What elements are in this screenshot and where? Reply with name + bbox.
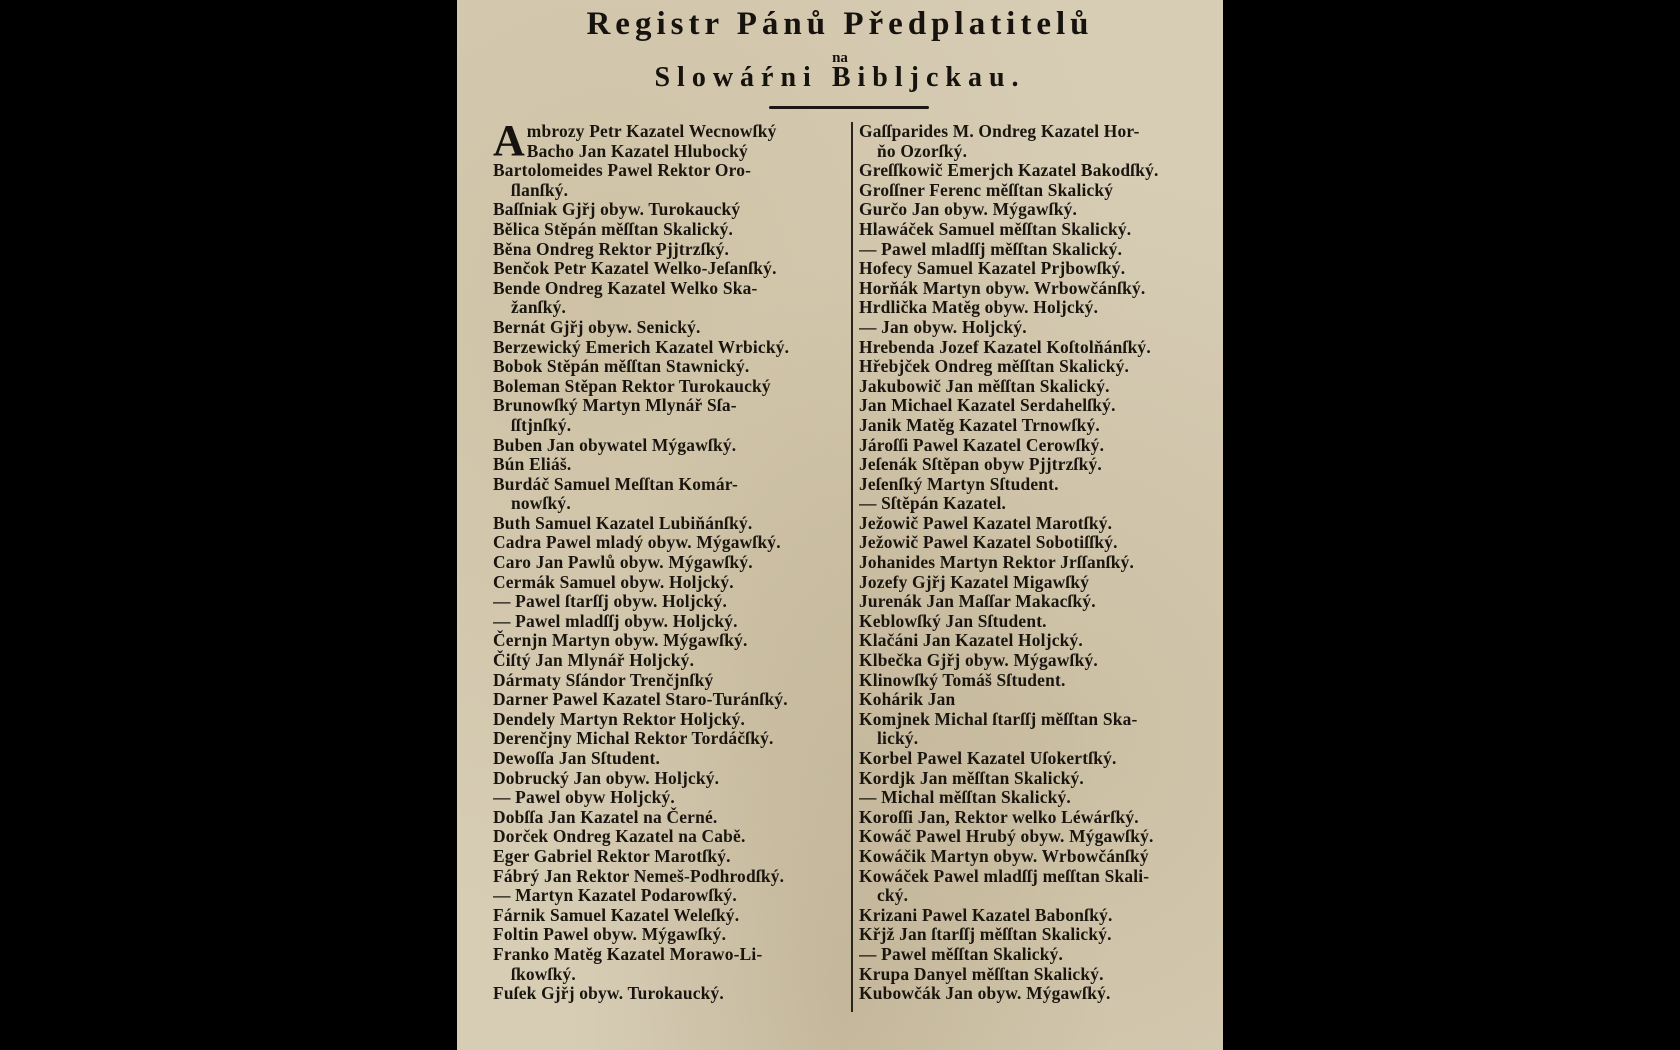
- subscriber-entry: Dendely Martyn Rektor Holjcký.: [493, 708, 746, 729]
- subscriber-entry: Johanides Martyn Rektor Jrſſanſký.: [859, 552, 1135, 573]
- subscriber-entry: žanſký.: [511, 297, 567, 318]
- subscriber-entry: mbrozy Petr Kazatel Wecnowſký: [526, 122, 777, 141]
- subscriber-entry: Buth Samuel Kazatel Lubiňánſký.: [493, 512, 753, 533]
- subscriber-entry: Hofecy Samuel Kazatel Prjbowſký.: [859, 258, 1126, 279]
- subscriber-entry: Darner Pawel Kazatel Staro-Turánſký.: [493, 689, 788, 710]
- subscriber-entry: Bernát Gjřj obyw. Senický.: [493, 316, 701, 337]
- subscriber-entry: ňo Ozorſký.: [877, 140, 968, 161]
- subscriber-entry: Gurčo Jan obyw. Mýgawſký.: [859, 199, 1078, 220]
- subscriber-entry: lický.: [877, 728, 919, 749]
- subscriber-entry: Klačáni Jan Kazatel Holjcký.: [859, 630, 1083, 651]
- subscriber-column-left: [493, 122, 855, 1022]
- subscriber-entry: Hřebjček Ondreg měſſtan Skalický.: [859, 356, 1130, 377]
- subscriber-entry: Krizani Pawel Kazatel Babonſký.: [859, 904, 1113, 925]
- subscriber-entry: Běna Ondreg Rektor Pјjtrzſký.: [493, 238, 730, 259]
- subscriber-entry: Bún Eliáš.: [493, 454, 572, 475]
- subscriber-entry: Groſſner Ferenc měſſtan Skalický: [859, 179, 1114, 200]
- subscriber-entry: Franko Matěg Kazatel Morawo-Li-: [493, 943, 763, 964]
- subscriber-entry: Brunowſký Martyn Mlynář Sſa-: [493, 395, 737, 416]
- subscriber-entry: ſkowſký.: [511, 963, 576, 984]
- subscriber-column-right: [859, 122, 1221, 1022]
- subscriber-entry: Korbel Pawel Kazatel Uſokertſký.: [859, 748, 1117, 768]
- subscriber-entry: Bobok Stěpán měſſtan Stawnický.: [493, 356, 750, 377]
- subscriber-entry: — Jan obyw. Holjcký.: [859, 316, 1027, 337]
- subscriber-entry: Hrdlička Matěg obyw. Holjcký.: [859, 297, 1099, 318]
- subscriber-entry: — Pawel mladſſj obyw. Holjcký.: [493, 610, 738, 631]
- subscriber-entry: Dármaty Sſándor Trenčjnſký: [493, 669, 714, 690]
- subscriber-entry: Baſſniak Gjřj obyw. Turokaucký: [493, 199, 741, 220]
- subscriber-entry: Fábrý Jan Rektor Nemeš-Podhrodſký.: [493, 865, 785, 886]
- subscriber-entry: Komjnek Michal ſtarſſj měſſtan Ska-: [859, 708, 1138, 729]
- subscriber-entry: Keblowſký Jan Sſtudent.: [859, 610, 1047, 631]
- subscriber-entry: Kowáček Pawel mladſſj meſſtan Skali-: [859, 865, 1150, 886]
- subscriber-entry: Foltin Pawel obyw. Mýgawſký.: [493, 924, 727, 945]
- title-connector: na: [832, 50, 848, 66]
- subscriber-entry: Černjn Martyn obyw. Mýgawſký.: [493, 630, 748, 651]
- subscriber-entry: Klbečka Gjřj obyw. Mýgawſký.: [859, 650, 1098, 671]
- page-subtitle: Slowáŕni Bibljckau.: [654, 62, 1026, 93]
- subscriber-entry: — Michal měſſtan Skalický.: [859, 787, 1071, 808]
- subscriber-entry: ſſtjnſký.: [511, 414, 572, 435]
- subscriber-entry: Dobſſa Jan Kazatel na Černé.: [493, 806, 718, 827]
- subscriber-entry: Čiſtý Jan Mlynář Holjcký.: [493, 650, 695, 671]
- subscriber-entry: Bělica Stěpán měſſtan Skalický.: [493, 218, 734, 239]
- subscriber-entry: Dorček Ondreg Kazatel na Cabě.: [493, 826, 746, 847]
- subscriber-entry: Kowáč Pawel Hrubý obyw. Mýgawſký.: [859, 826, 1154, 847]
- subscriber-entry: Jeſenák Sſtěpan obyw Pјjtrzſký.: [859, 454, 1102, 475]
- column-divider: [851, 122, 853, 1012]
- subscriber-entry: Cadra Pawel mladý obyw. Mýgawſký.: [493, 532, 781, 553]
- subscriber-entry: Benčok Petr Kazatel Welko-Jeſanſký.: [493, 258, 777, 279]
- subscriber-entry: Cermák Samuel obyw. Holjcký.: [493, 571, 734, 592]
- subscriber-entry: Kordjk Jan měſſtan Skalický.: [859, 767, 1084, 788]
- subscriber-entry: Dewoſſa Jan Sſtudent.: [493, 748, 661, 768]
- page-title: Registr Pánů Předplatitelů: [586, 6, 1094, 42]
- subscriber-entry: — Pawel měſſtan Skalický.: [859, 943, 1064, 964]
- subscriber-entry: Hlawáček Samuel měſſtan Skalický.: [859, 218, 1132, 239]
- scanned-page: [457, 0, 1223, 1050]
- subscriber-entry: Kubowčák Jan obyw. Mýgawſký.: [859, 983, 1111, 1004]
- subscriber-entry: Klinowſký Tomáš Sſtudent.: [859, 669, 1066, 690]
- subscriber-entry: — Pawel obyw Holjcký.: [493, 787, 675, 808]
- subscriber-entry: Křjž Jan ſtarſſj měſſtan Skalický.: [859, 924, 1112, 945]
- subscriber-entry: — Sſtěpán Kazatel.: [859, 493, 1007, 514]
- subscriber-entry: Krupa Danyel měſſtan Skalický.: [859, 963, 1104, 984]
- subscriber-entry: Janik Matěg Kazatel Trnowſký.: [859, 414, 1100, 435]
- subscriber-entry: Burdáč Samuel Meſſtan Komár-: [493, 473, 739, 494]
- subscriber-entry: Buben Jan obywatel Mýgawſký.: [493, 434, 737, 455]
- subscriber-entry: Jároſſi Pawel Kazatel Cerowſký.: [859, 434, 1105, 455]
- subscriber-entry: — Martyn Kazatel Podarowſký.: [493, 885, 737, 906]
- subscriber-entry: Caro Jan Pawlů obyw. Mýgawſký.: [493, 552, 753, 573]
- subscriber-entry: Gaſſparides M. Ondreg Kazatel Hor-: [859, 122, 1140, 141]
- subscriber-entry: Jozefy Gjřj Kazatel Migawſký: [859, 571, 1090, 592]
- subscriber-entry: — Pawel mladſſj měſſtan Skalický.: [859, 238, 1123, 259]
- subscriber-entry: Kowáčik Martyn obyw. Wrbowčánſký: [859, 845, 1149, 866]
- subscriber-entry: Boleman Stěpan Rektor Turokaucký: [493, 375, 771, 396]
- subscriber-entry: Eger Gabriel Rektor Marotſký.: [493, 845, 731, 866]
- subscriber-entry: — Pawel ſtarſſj obyw. Holjcký.: [493, 591, 727, 612]
- subscriber-entry: Jurenák Jan Maſſar Makacſký.: [859, 591, 1096, 612]
- drop-cap: A: [493, 122, 525, 165]
- title-rule: [769, 106, 929, 109]
- subscriber-entry: Berzewický Emerich Kazatel Wrbický.: [493, 336, 790, 357]
- subscriber-entry: Jan Michael Kazatel Serdahelſký.: [859, 395, 1116, 416]
- subscriber-entry: Fuſek Gjřj obyw. Turokaucký.: [493, 983, 724, 1004]
- subscriber-entry: Kohárik Jan: [859, 689, 956, 710]
- subscriber-entry: Jakubowič Jan měſſtan Skalický.: [859, 375, 1110, 396]
- subscriber-entry: Bartolomeides Pawel Rektor Oro-: [493, 160, 752, 181]
- subscriber-entry: ſlanſký.: [511, 179, 569, 200]
- subscriber-entry: Ježowič Pawel Kazatel Marotſký.: [859, 512, 1113, 533]
- subscriber-entry: Jeſenſký Martyn Sſtudent.: [859, 473, 1059, 494]
- subscriber-entry: cký.: [877, 885, 909, 906]
- subscriber-entry: Derenčjny Michal Rektor Tordáčſký.: [493, 728, 774, 749]
- subscriber-entry: Bende Ondreg Kazatel Welko Ska-: [493, 277, 758, 298]
- subscriber-entry: Ježowič Pawel Kazatel Sobotiſſký.: [859, 532, 1118, 553]
- subscriber-entry: Koroſſi Jan, Rektor welko Léwárſký.: [859, 806, 1139, 827]
- subscriber-entry: Dobrucký Jan obyw. Holjcký.: [493, 767, 720, 788]
- subscriber-entry: Fárnik Samuel Kazatel Weleſký.: [493, 904, 740, 925]
- subscriber-entry: Horňák Martyn obyw. Wrbowčánſký.: [859, 277, 1146, 298]
- subscriber-entry: Bacho Jan Kazatel Hlubocký: [526, 140, 748, 161]
- subscriber-entry: nowſký.: [511, 493, 571, 514]
- subscriber-entry: Hrebenda Jozef Kazatel Koſtolňánſký.: [859, 336, 1151, 357]
- subscriber-entry: Greſſkowič Emerjch Kazatel Bakodſký.: [859, 160, 1159, 181]
